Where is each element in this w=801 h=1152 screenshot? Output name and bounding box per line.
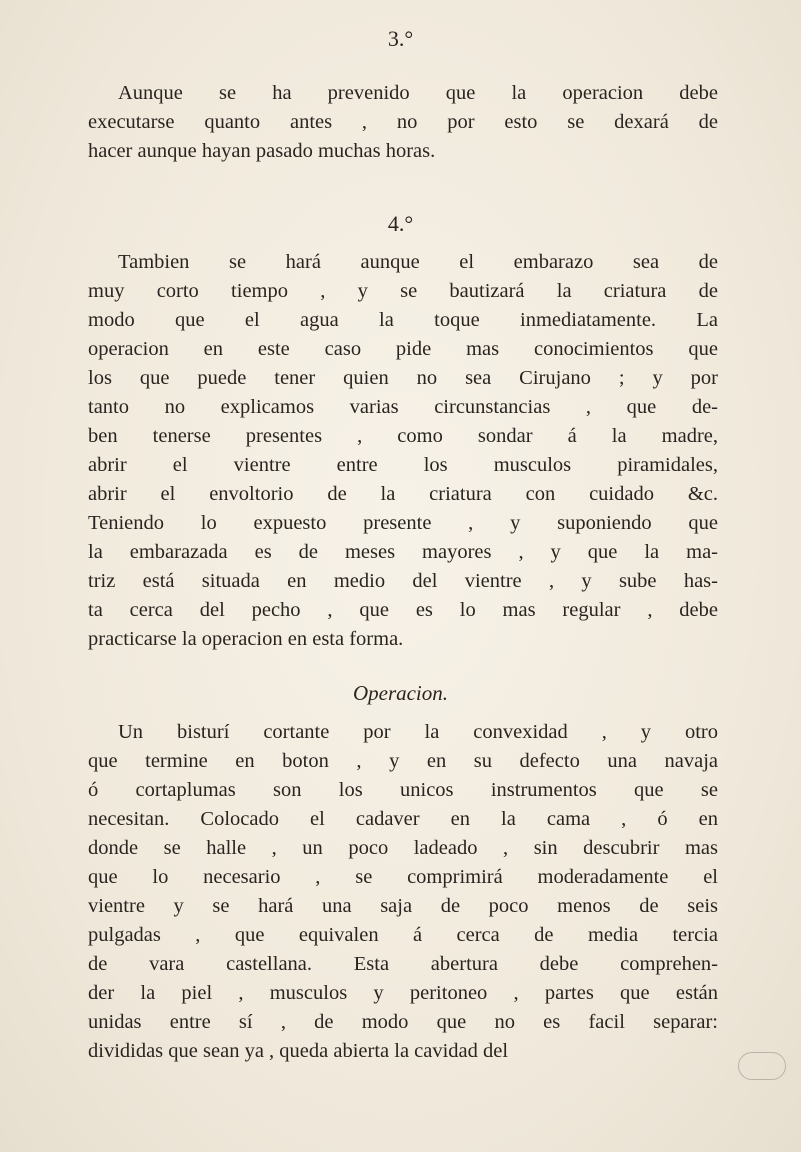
text-line: muy corto tiempo , y se bautizará la criatura de [88, 280, 718, 302]
text-line: abrir el envoltorio de la criatura con cuidado &c. [88, 483, 718, 505]
text-line: necesitan. Colocado el cadaver en la cama , ó en [88, 808, 718, 830]
section-subtitle: Operacion. [352, 681, 449, 705]
page-number: 3.° [387, 26, 414, 51]
text-line: unidas entre sí , de modo que no es facil separar: [88, 1011, 718, 1033]
text-line: der la piel , musculos y peritoneo , partes que están [88, 982, 718, 1004]
text-line: Aunque se ha prevenido que la operacion debe [118, 82, 718, 104]
text-line: hacer aunque hayan pasado muchas horas. [88, 140, 436, 162]
text-line: de vara castellana. Esta abertura debe comprehen- [88, 953, 718, 975]
text-line: que lo necesario , se comprimirá moderadamente el [88, 866, 718, 888]
text-line: la embarazada es de meses mayores , y que la ma- [88, 541, 718, 563]
text-line: vientre y se hará una saja de poco menos de seis [88, 895, 718, 917]
paragraph-1 [88, 79, 718, 166]
text-line: donde se halle , un poco ladeado , sin descubrir mas [88, 837, 718, 859]
text-line: tanto no explicamos varias circunstancias , que de- [88, 396, 718, 418]
library-stamp [738, 1052, 786, 1080]
text-line: pulgadas , que equivalen á cerca de media tercia [88, 924, 718, 946]
text-line: triz está situada en medio del vientre , y sube has- [88, 570, 718, 592]
paragraph-2 [88, 248, 718, 654]
text-line: los que puede tener quien no sea Cirujano ; y por [88, 367, 718, 389]
text-line: Teniendo lo expuesto presente , y suponiendo que [88, 512, 718, 534]
text-line: ó cortaplumas son los unicos instrumentos que se [88, 779, 718, 801]
text-line: abrir el vientre entre los musculos piramidales, [88, 454, 718, 476]
text-line: executarse quanto antes , no por esto se dexará de [88, 111, 718, 133]
text-line: operacion en este caso pide mas conocimientos que [88, 338, 718, 360]
text-line: Un bisturí cortante por la convexidad , y otro [118, 721, 718, 743]
text-line: practicarse la operacion en esta forma. [88, 628, 404, 650]
text-line: ta cerca del pecho , que es lo mas regular , debe [88, 599, 718, 621]
text-line: divididas que sean ya , queda abierta la cavidad del [88, 1040, 509, 1062]
paragraph-3 [88, 718, 718, 1066]
text-line: modo que el agua la toque inmediatamente. La [88, 309, 718, 331]
text-line: ben tenerse presentes , como sondar á la madre, [88, 425, 718, 447]
text-line: que termine en boton , y en su defecto una navaja [88, 750, 718, 772]
text-line: Tambien se hará aunque el embarazo sea de [118, 251, 718, 273]
section-number: 4.° [387, 211, 414, 236]
